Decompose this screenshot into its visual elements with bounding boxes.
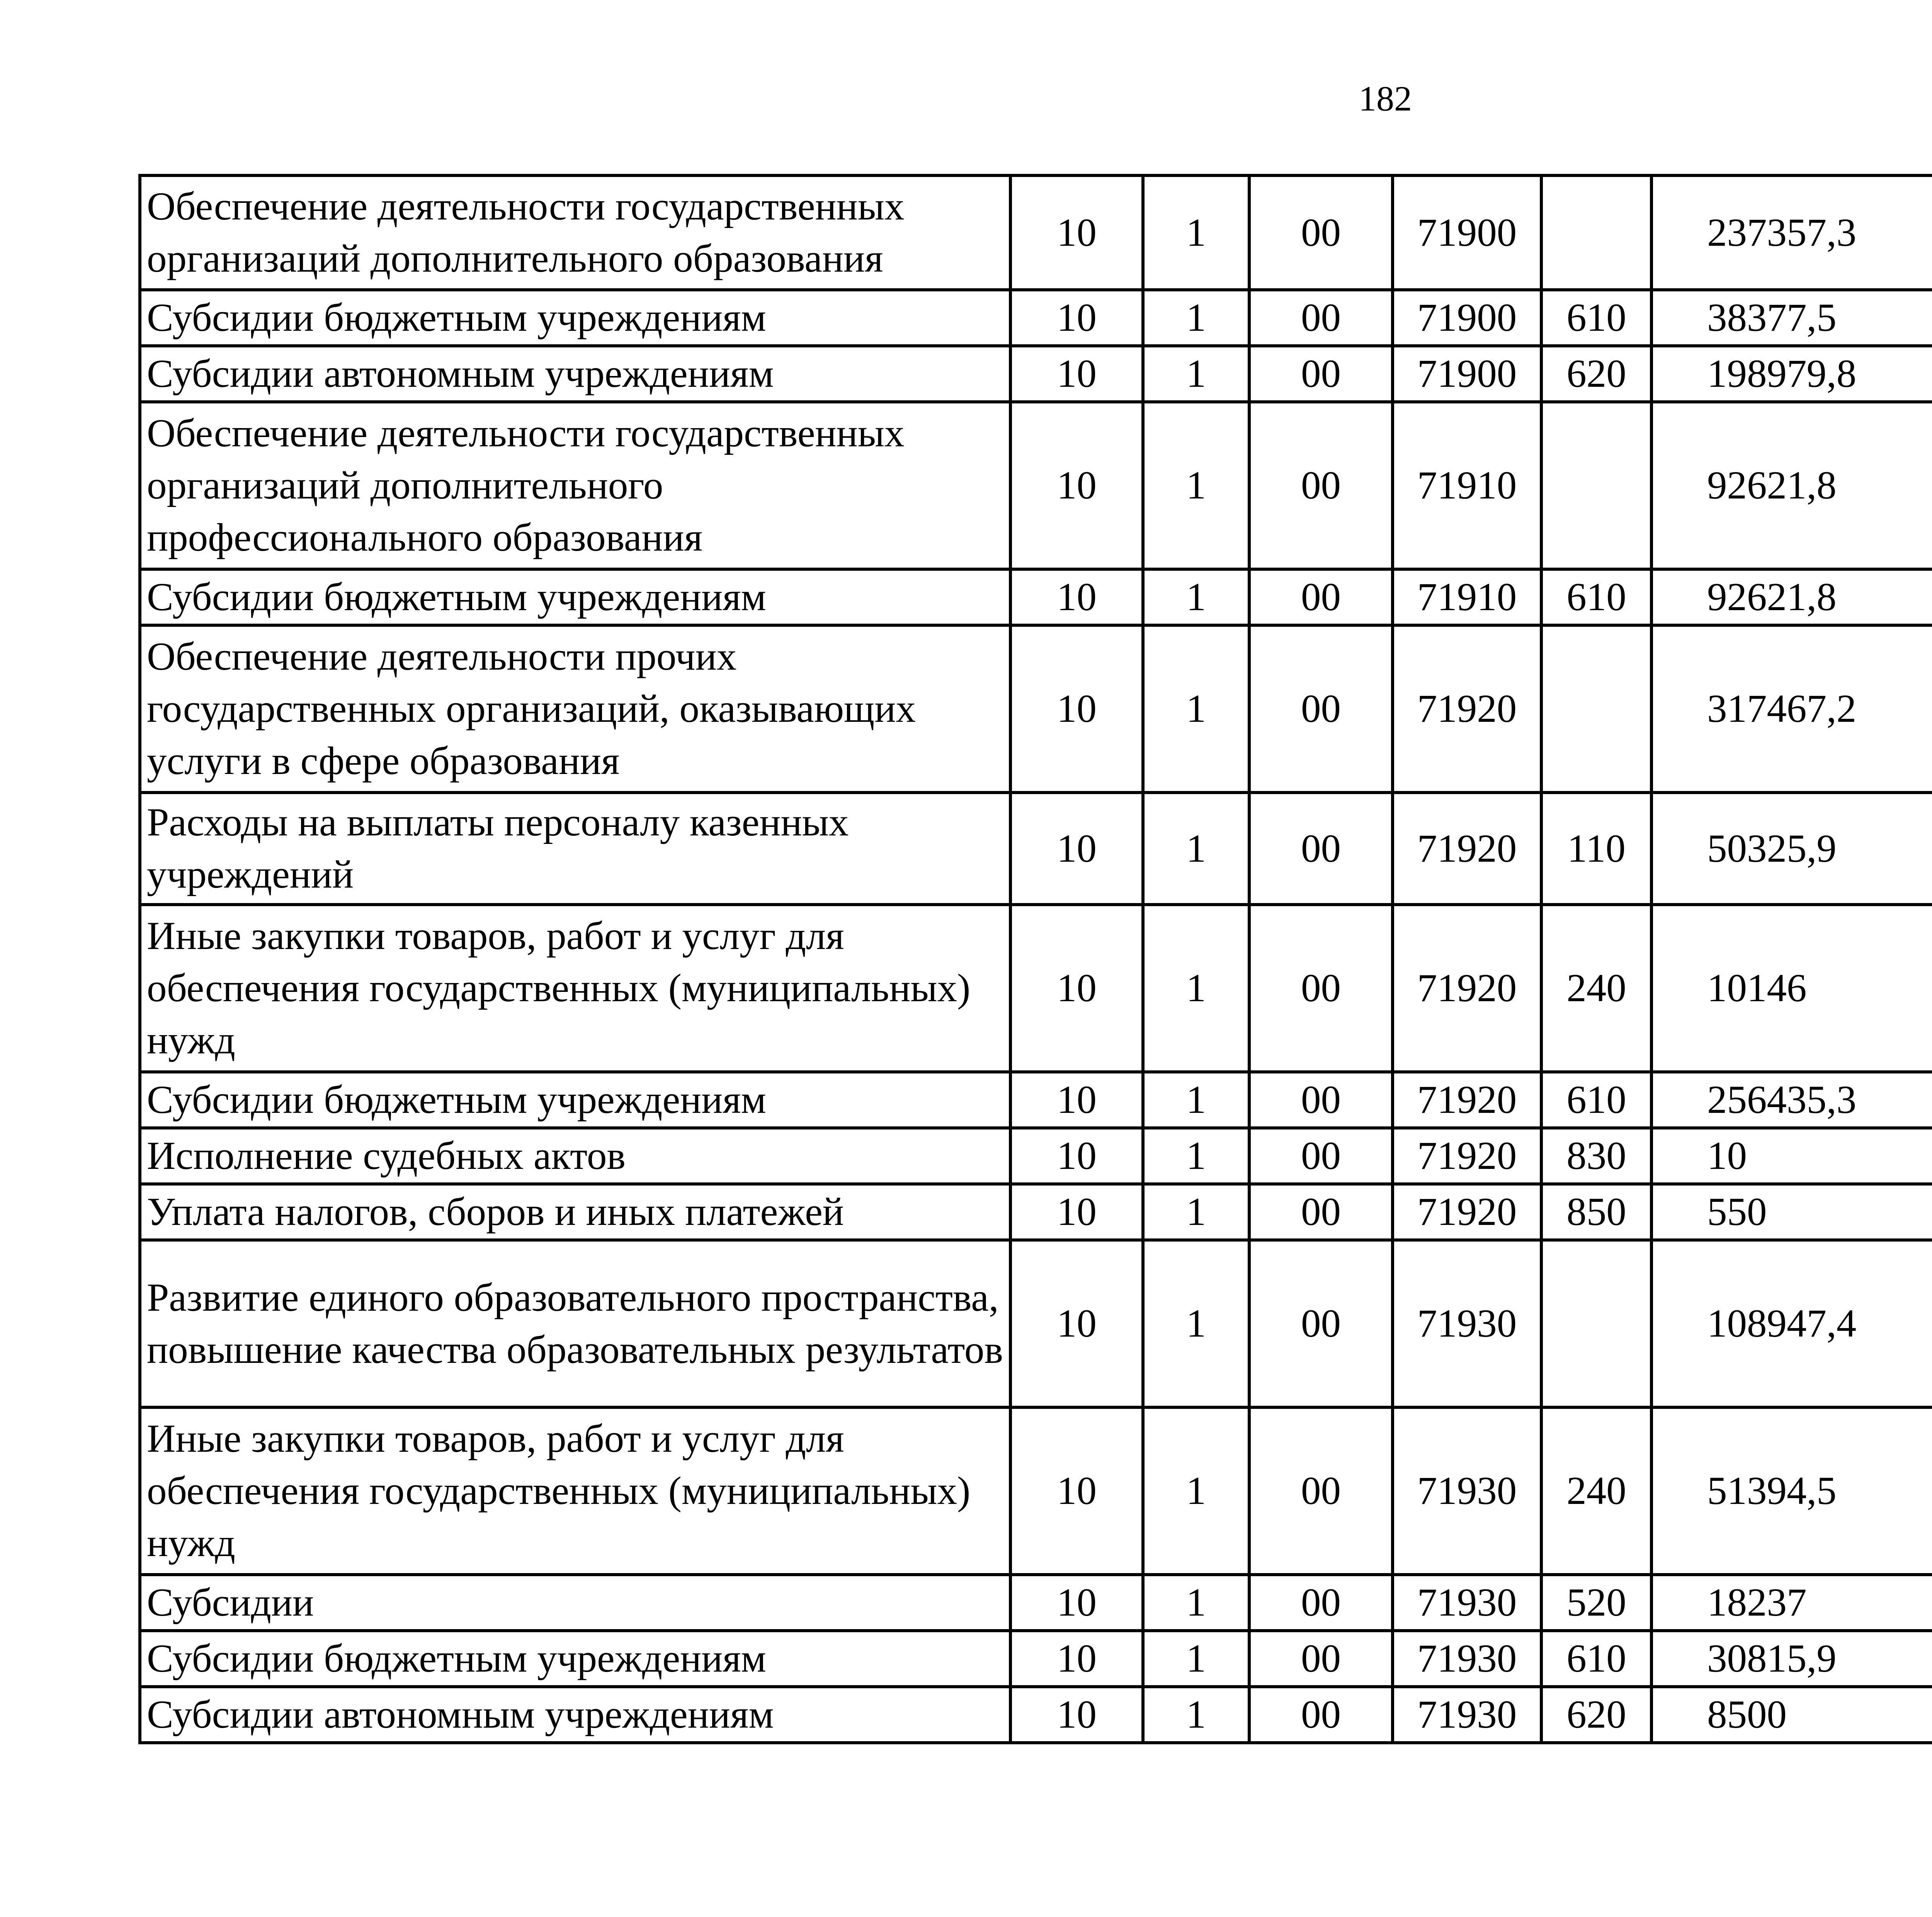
- expense-type-cell: 610: [1541, 569, 1651, 625]
- program-code-cell: 1: [1143, 1575, 1249, 1631]
- amount-year-1-cell: 92621,8: [1651, 569, 1932, 625]
- direction-code-cell: 71920: [1393, 1072, 1541, 1128]
- amount-year-1-cell: 108947,4: [1651, 1240, 1932, 1407]
- program-code-cell: 1: [1143, 1128, 1249, 1184]
- table-row: [140, 1072, 1932, 1128]
- section-code-cell: 10: [1010, 1184, 1143, 1240]
- table-row: [140, 569, 1932, 625]
- expense-type-cell: 830: [1541, 1128, 1651, 1184]
- section-code-cell: 10: [1010, 625, 1143, 793]
- amount-year-1-cell: 18237: [1651, 1575, 1932, 1631]
- program-code-cell: 1: [1143, 1184, 1249, 1240]
- direction-code-cell: 71900: [1393, 346, 1541, 402]
- row-name-cell: Расходы на выплаты персоналу казенных учреждений: [140, 793, 1010, 905]
- row-name-cell: Субсидии бюджетным учреждениям: [140, 569, 1010, 625]
- amount-year-1-cell: 10146: [1651, 905, 1932, 1072]
- program-code-cell: 1: [1143, 569, 1249, 625]
- expense-type-cell: [1541, 1240, 1651, 1407]
- subprogram-code-cell: 00: [1249, 290, 1393, 346]
- table-body: [140, 175, 1932, 1743]
- subprogram-code-cell: 00: [1249, 1631, 1393, 1687]
- row-name-cell: Уплата налогов, сборов и иных платежей: [140, 1184, 1010, 1240]
- amount-year-1-cell: 317467,2: [1651, 625, 1932, 793]
- subprogram-code-cell: 00: [1249, 175, 1393, 290]
- expense-type-cell: 110: [1541, 793, 1651, 905]
- table-row: [140, 905, 1932, 1072]
- subprogram-code-cell: 00: [1249, 1184, 1393, 1240]
- program-code-cell: 1: [1143, 905, 1249, 1072]
- section-code-cell: 10: [1010, 1128, 1143, 1184]
- program-code-cell: 1: [1143, 1687, 1249, 1743]
- direction-code-cell: 71900: [1393, 175, 1541, 290]
- direction-code-cell: 71930: [1393, 1240, 1541, 1407]
- program-code-cell: 1: [1143, 1072, 1249, 1128]
- expense-type-cell: 850: [1541, 1184, 1651, 1240]
- program-code-cell: 1: [1143, 346, 1249, 402]
- row-name-cell: Иные закупки товаров, работ и услуг для обеспечения государственных (муниципальных) нужд: [140, 1407, 1010, 1575]
- program-code-cell: 1: [1143, 175, 1249, 290]
- table-row: [140, 290, 1932, 346]
- row-name-cell: Обеспечение деятельности государственных организаций дополнительного профессионального образования: [140, 402, 1010, 569]
- table-row: [140, 793, 1932, 905]
- table-row: [140, 1128, 1932, 1184]
- subprogram-code-cell: 00: [1249, 402, 1393, 569]
- direction-code-cell: 71930: [1393, 1575, 1541, 1631]
- section-code-cell: 10: [1010, 175, 1143, 290]
- amount-year-1-cell: 8500: [1651, 1687, 1932, 1743]
- program-code-cell: 1: [1143, 793, 1249, 905]
- expense-type-cell: [1541, 402, 1651, 569]
- table-row: [140, 625, 1932, 793]
- table-row: [140, 1687, 1932, 1743]
- subprogram-code-cell: 00: [1249, 1575, 1393, 1631]
- direction-code-cell: 71920: [1393, 625, 1541, 793]
- subprogram-code-cell: 00: [1249, 1407, 1393, 1575]
- amount-year-1-cell: 92621,8: [1651, 402, 1932, 569]
- table-row: [140, 1407, 1932, 1575]
- expense-type-cell: 620: [1541, 1687, 1651, 1743]
- table-row: [140, 346, 1932, 402]
- amount-year-1-cell: 198979,8: [1651, 346, 1932, 402]
- expense-type-cell: [1541, 175, 1651, 290]
- section-code-cell: 10: [1010, 1687, 1143, 1743]
- expense-type-cell: 240: [1541, 905, 1651, 1072]
- direction-code-cell: 71930: [1393, 1407, 1541, 1575]
- page-number: 182: [1359, 79, 1412, 118]
- expense-type-cell: 520: [1541, 1575, 1651, 1631]
- section-code-cell: 10: [1010, 402, 1143, 569]
- table-row: [140, 1575, 1932, 1631]
- section-code-cell: 10: [1010, 793, 1143, 905]
- subprogram-code-cell: 00: [1249, 1072, 1393, 1128]
- expense-type-cell: 610: [1541, 1072, 1651, 1128]
- section-code-cell: 10: [1010, 346, 1143, 402]
- row-name-cell: Развитие единого образовательного пространства, повышение качества образовательных результатов: [140, 1240, 1010, 1407]
- row-name-cell: Субсидии бюджетным учреждениям: [140, 1072, 1010, 1128]
- program-code-cell: 1: [1143, 402, 1249, 569]
- amount-year-1-cell: 51394,5: [1651, 1407, 1932, 1575]
- row-name-cell: Субсидии автономным учреждениям: [140, 346, 1010, 402]
- section-code-cell: 10: [1010, 905, 1143, 1072]
- section-code-cell: 10: [1010, 569, 1143, 625]
- section-code-cell: 10: [1010, 1575, 1143, 1631]
- program-code-cell: 1: [1143, 290, 1249, 346]
- expense-type-cell: 610: [1541, 290, 1651, 346]
- table-row: [140, 1631, 1932, 1687]
- subprogram-code-cell: 00: [1249, 793, 1393, 905]
- program-code-cell: 1: [1143, 1240, 1249, 1407]
- subprogram-code-cell: 00: [1249, 1128, 1393, 1184]
- direction-code-cell: 71920: [1393, 1128, 1541, 1184]
- section-code-cell: 10: [1010, 1072, 1143, 1128]
- row-name-cell: Иные закупки товаров, работ и услуг для обеспечения государственных (муниципальных) нужд: [140, 905, 1010, 1072]
- row-name-cell: Субсидии бюджетным учреждениям: [140, 1631, 1010, 1687]
- expense-type-cell: 620: [1541, 346, 1651, 402]
- direction-code-cell: 71900: [1393, 290, 1541, 346]
- amount-year-1-cell: 10: [1651, 1128, 1932, 1184]
- row-name-cell: Субсидии бюджетным учреждениям: [140, 290, 1010, 346]
- row-name-cell: Субсидии: [140, 1575, 1010, 1631]
- subprogram-code-cell: 00: [1249, 346, 1393, 402]
- direction-code-cell: 71920: [1393, 905, 1541, 1072]
- section-code-cell: 10: [1010, 290, 1143, 346]
- program-code-cell: 1: [1143, 1631, 1249, 1687]
- section-code-cell: 10: [1010, 1240, 1143, 1407]
- expense-type-cell: 240: [1541, 1407, 1651, 1575]
- row-name-cell: Исполнение судебных актов: [140, 1128, 1010, 1184]
- table-row: [140, 402, 1932, 569]
- section-code-cell: 10: [1010, 1631, 1143, 1687]
- row-name-cell: Обеспечение деятельности прочих государственных организаций, оказывающих услуги в сфере образования: [140, 625, 1010, 793]
- subprogram-code-cell: 00: [1249, 905, 1393, 1072]
- table-row: [140, 1240, 1932, 1407]
- program-code-cell: 1: [1143, 1407, 1249, 1575]
- subprogram-code-cell: 00: [1249, 625, 1393, 793]
- subprogram-code-cell: 00: [1249, 1687, 1393, 1743]
- amount-year-1-cell: 30815,9: [1651, 1631, 1932, 1687]
- expense-type-cell: 610: [1541, 1631, 1651, 1687]
- direction-code-cell: 71920: [1393, 793, 1541, 905]
- amount-year-1-cell: 550: [1651, 1184, 1932, 1240]
- section-code-cell: 10: [1010, 1407, 1143, 1575]
- subprogram-code-cell: 00: [1249, 1240, 1393, 1407]
- program-code-cell: 1: [1143, 625, 1249, 793]
- table-row: [140, 1184, 1932, 1240]
- direction-code-cell: 71910: [1393, 402, 1541, 569]
- amount-year-1-cell: 50325,9: [1651, 793, 1932, 905]
- amount-year-1-cell: 237357,3: [1651, 175, 1932, 290]
- budget-table: [138, 174, 1932, 1744]
- row-name-cell: Субсидии автономным учреждениям: [140, 1687, 1010, 1743]
- amount-year-1-cell: 256435,3: [1651, 1072, 1932, 1128]
- table-row: [140, 175, 1932, 290]
- expense-type-cell: [1541, 625, 1651, 793]
- direction-code-cell: 71910: [1393, 569, 1541, 625]
- direction-code-cell: 71930: [1393, 1687, 1541, 1743]
- amount-year-1-cell: 38377,5: [1651, 290, 1932, 346]
- direction-code-cell: 71920: [1393, 1184, 1541, 1240]
- row-name-cell: Обеспечение деятельности государственных организаций дополнительного образования: [140, 175, 1010, 290]
- direction-code-cell: 71930: [1393, 1631, 1541, 1687]
- subprogram-code-cell: 00: [1249, 569, 1393, 625]
